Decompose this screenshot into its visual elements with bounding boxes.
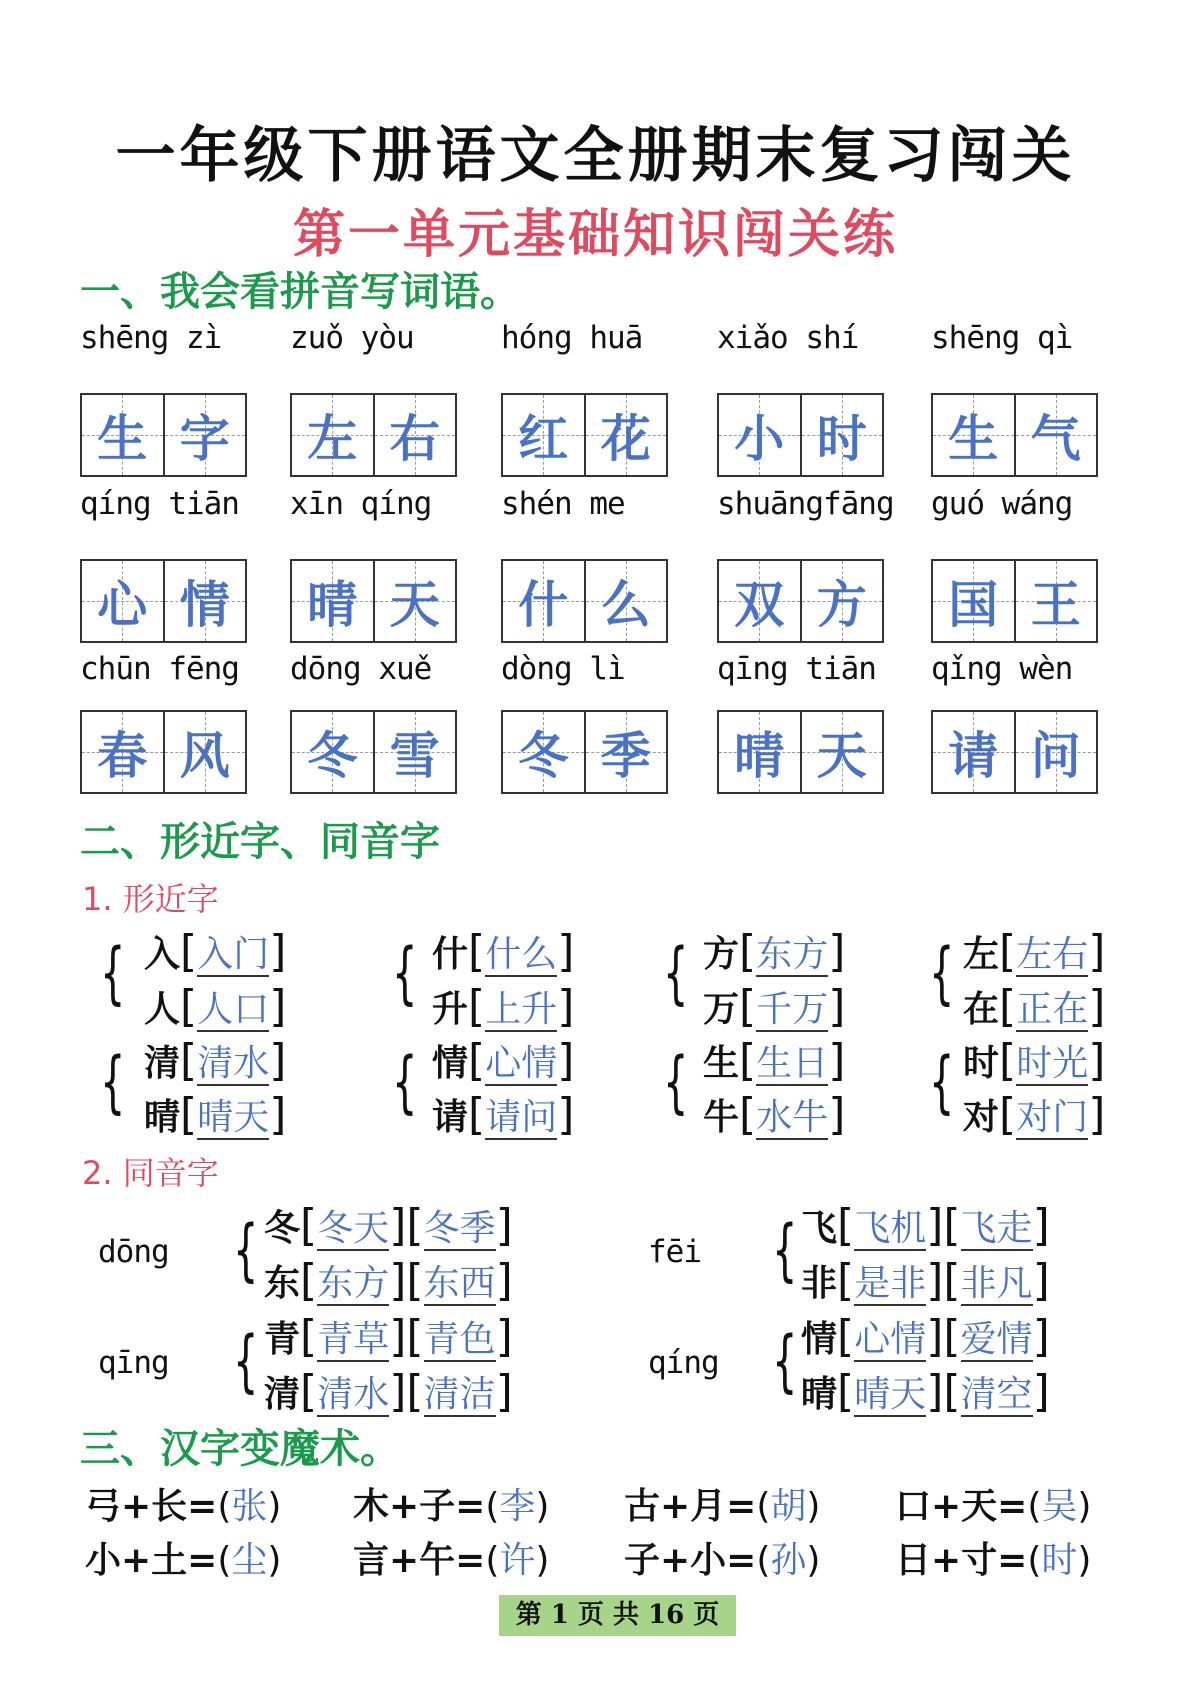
paren: ( xyxy=(756,1540,771,1581)
similar-char-line xyxy=(703,1089,845,1140)
answer-word: 冬天 xyxy=(317,1208,390,1249)
paren: ( xyxy=(485,1486,500,1527)
answer-char: 时 xyxy=(1041,1540,1078,1581)
bracket: [ xyxy=(180,926,198,977)
page-number-footer: 第 1 页 共 16 页 xyxy=(499,1595,736,1636)
similar-char-line xyxy=(432,1035,574,1086)
bracket: ] xyxy=(926,1366,944,1417)
answer-word: 正在 xyxy=(1016,989,1089,1030)
brace-icon: { xyxy=(929,1043,955,1123)
tianzige-box xyxy=(80,393,247,477)
expression: 日+寸= xyxy=(895,1540,1028,1581)
base-char: 升 xyxy=(432,989,469,1030)
bracket: ] xyxy=(557,981,575,1032)
homophone-pinyin: dōng xyxy=(98,1234,169,1270)
paren: ) xyxy=(1077,1540,1092,1581)
base-char: 情 xyxy=(801,1319,838,1360)
pinyin-label: dòng lì xyxy=(501,651,625,687)
bracket: [ xyxy=(999,981,1017,1032)
bracket: ] xyxy=(828,1089,846,1140)
section3-heading: 三、汉字变魔术。 xyxy=(80,1426,400,1472)
answer-char: 天 xyxy=(816,727,867,785)
similar-char-line xyxy=(963,1089,1105,1140)
tianzige-cell xyxy=(719,712,800,792)
base-char: 青 xyxy=(264,1319,301,1360)
pinyin-label: shēng zì xyxy=(80,320,222,356)
pinyin-label: xiǎo shí xyxy=(717,320,859,356)
tianzige-box xyxy=(931,710,1098,794)
brace-icon: { xyxy=(663,1043,689,1123)
tianzige-cell xyxy=(163,561,246,641)
similar-char-line xyxy=(144,926,286,977)
bracket: [ xyxy=(739,1035,757,1086)
answer-char: 晴 xyxy=(307,576,358,634)
answer-char: 许 xyxy=(499,1540,536,1581)
similar-char-line xyxy=(703,981,845,1032)
base-char: 在 xyxy=(963,989,1000,1030)
answer-char: 双 xyxy=(734,576,785,634)
bracket: ] xyxy=(557,926,575,977)
pinyin-label: shēng qì xyxy=(931,320,1073,356)
char-magic-item xyxy=(624,1532,820,1583)
tianzige-cell xyxy=(933,395,1014,475)
bracket: ] xyxy=(1088,926,1106,977)
tianzige-cell xyxy=(933,561,1014,641)
pinyin-label: qīng tiān xyxy=(717,651,876,687)
similar-char-line xyxy=(963,981,1105,1032)
pinyin-label: xīn qíng xyxy=(290,486,432,522)
similar-char-line xyxy=(703,926,845,977)
bracket: ] xyxy=(1088,981,1106,1032)
bracket: ] xyxy=(495,1200,513,1251)
base-char: 生 xyxy=(703,1043,740,1084)
base-char: 东 xyxy=(264,1263,301,1304)
pinyin-label: qǐng wèn xyxy=(931,651,1073,687)
brace-icon: { xyxy=(929,934,955,1014)
similar-char-line xyxy=(144,1089,286,1140)
expression: 言+午= xyxy=(353,1540,486,1581)
homophone-line xyxy=(801,1311,1050,1362)
answer-char: 花 xyxy=(600,410,651,468)
similar-char-line xyxy=(963,926,1105,977)
paren: ) xyxy=(267,1540,282,1581)
bracket: ] xyxy=(1032,1200,1050,1251)
base-char: 情 xyxy=(432,1043,469,1084)
tianzige-cell xyxy=(503,561,584,641)
pinyin-label: dōng xuě xyxy=(290,651,432,687)
answer-word: 人口 xyxy=(197,989,270,1030)
bracket: ] xyxy=(269,1089,287,1140)
bracket: [ xyxy=(739,981,757,1032)
answer-char: 孙 xyxy=(770,1540,807,1581)
bracket: ] xyxy=(495,1366,513,1417)
page-title: 一年级下册语文全册期末复习闯关 xyxy=(115,121,1076,191)
tianzige-box xyxy=(290,393,457,477)
answer-char: 王 xyxy=(1030,576,1081,634)
bracket: [ xyxy=(300,1366,318,1417)
tianzige-box xyxy=(290,710,457,794)
answer-word: 东方 xyxy=(317,1263,390,1304)
paren: ( xyxy=(217,1540,232,1581)
answer-char: 什 xyxy=(518,576,569,634)
brace-icon: { xyxy=(392,1043,418,1123)
base-char: 清 xyxy=(144,1043,181,1084)
bracket: [ xyxy=(943,1255,961,1306)
answer-word: 心情 xyxy=(485,1043,558,1084)
tianzige-cell xyxy=(82,712,163,792)
bracket: [ xyxy=(468,1035,486,1086)
tianzige-cell xyxy=(584,395,667,475)
bracket: [ xyxy=(943,1200,961,1251)
tianzige-cell xyxy=(584,712,667,792)
tianzige-cell xyxy=(584,561,667,641)
answer-char: 吴 xyxy=(1041,1486,1078,1527)
expression: 弓+长= xyxy=(85,1486,218,1527)
base-char: 万 xyxy=(703,989,740,1030)
answer-char: 字 xyxy=(179,410,230,468)
base-char: 晴 xyxy=(144,1097,181,1138)
answer-word: 是非 xyxy=(854,1263,927,1304)
section2-heading: 二、形近字、同音字 xyxy=(80,819,440,865)
pinyin-label: hóng huā xyxy=(501,320,643,356)
similar-chars-label: 1. 形近字 xyxy=(82,880,219,918)
paren: ( xyxy=(485,1540,500,1581)
char-magic-item xyxy=(353,1478,549,1529)
homophone-line xyxy=(801,1200,1050,1251)
bracket: [ xyxy=(943,1366,961,1417)
answer-word: 青色 xyxy=(423,1319,496,1360)
answer-char: 风 xyxy=(179,727,230,785)
paren: ) xyxy=(535,1486,550,1527)
homophone-line xyxy=(264,1200,513,1251)
answer-word: 飞机 xyxy=(854,1208,927,1249)
answer-word: 清洁 xyxy=(423,1374,496,1415)
tianzige-box xyxy=(717,393,884,477)
tianzige-box xyxy=(931,393,1098,477)
answer-word: 上升 xyxy=(485,989,558,1030)
expression: 古+月= xyxy=(624,1486,757,1527)
answer-word: 请问 xyxy=(485,1097,558,1138)
similar-char-line xyxy=(144,981,286,1032)
brace-icon: { xyxy=(392,934,418,1014)
tianzige-cell xyxy=(1014,395,1097,475)
bracket: [ xyxy=(943,1311,961,1362)
answer-char: 天 xyxy=(389,576,440,634)
answer-word: 非凡 xyxy=(960,1263,1033,1304)
bracket: ] xyxy=(1088,1089,1106,1140)
answer-char: 冬 xyxy=(307,727,358,785)
answer-word: 清水 xyxy=(197,1043,270,1084)
answer-char: 小 xyxy=(734,410,785,468)
tianzige-cell xyxy=(82,561,163,641)
tianzige-cell xyxy=(82,395,163,475)
expression: 口+天= xyxy=(895,1486,1028,1527)
paren: ( xyxy=(756,1486,771,1527)
answer-char: 张 xyxy=(231,1486,268,1527)
answer-char: 请 xyxy=(948,727,999,785)
answer-char: 时 xyxy=(816,410,867,468)
answer-char: 雪 xyxy=(389,727,440,785)
section1-heading: 一、我会看拼音写词语。 xyxy=(80,269,520,315)
bracket: ] xyxy=(389,1311,407,1362)
bracket: [ xyxy=(468,926,486,977)
base-char: 入 xyxy=(144,934,181,975)
homophones-label: 2. 同音字 xyxy=(82,1154,219,1192)
bracket: [ xyxy=(468,1089,486,1140)
tianzige-cell xyxy=(800,561,883,641)
tianzige-cell xyxy=(292,395,373,475)
tianzige-box xyxy=(501,393,668,477)
bracket: [ xyxy=(837,1200,855,1251)
pinyin-label: chūn fēng xyxy=(80,651,239,687)
answer-word: 清水 xyxy=(317,1374,390,1415)
base-char: 什 xyxy=(432,934,469,975)
tianzige-box xyxy=(80,559,247,643)
answer-word: 什么 xyxy=(485,934,558,975)
paren: ( xyxy=(1027,1486,1042,1527)
bracket: ] xyxy=(1032,1311,1050,1362)
base-char: 晴 xyxy=(801,1374,838,1415)
brace-icon: { xyxy=(663,934,689,1014)
answer-char: 季 xyxy=(600,727,651,785)
tianzige-cell xyxy=(292,712,373,792)
tianzige-box xyxy=(931,559,1098,643)
homophone-line xyxy=(801,1366,1050,1417)
answer-char: 气 xyxy=(1030,410,1081,468)
homophone-line xyxy=(801,1255,1050,1306)
answer-char: 国 xyxy=(948,576,999,634)
base-char: 请 xyxy=(432,1097,469,1138)
tianzige-box xyxy=(717,710,884,794)
bracket: ] xyxy=(269,981,287,1032)
bracket: ] xyxy=(389,1366,407,1417)
bracket: ] xyxy=(269,926,287,977)
brace-icon: { xyxy=(100,1043,126,1123)
bracket: [ xyxy=(300,1200,318,1251)
bracket: [ xyxy=(300,1255,318,1306)
answer-word: 青草 xyxy=(317,1319,390,1360)
paren: ) xyxy=(806,1540,821,1581)
bracket: [ xyxy=(739,1089,757,1140)
char-magic-item xyxy=(85,1532,281,1583)
answer-word: 对门 xyxy=(1016,1097,1089,1138)
answer-char: 李 xyxy=(499,1486,536,1527)
brace-icon: { xyxy=(100,934,126,1014)
base-char: 非 xyxy=(801,1263,838,1304)
homophone-line xyxy=(264,1311,513,1362)
bracket: [ xyxy=(180,1035,198,1086)
tianzige-cell xyxy=(800,395,883,475)
bracket: ] xyxy=(828,1035,846,1086)
expression: 木+子= xyxy=(353,1486,486,1527)
answer-word: 飞走 xyxy=(960,1208,1033,1249)
expression: 小+土= xyxy=(85,1540,218,1581)
answer-char: 方 xyxy=(816,576,867,634)
base-char: 对 xyxy=(963,1097,1000,1138)
answer-char: 春 xyxy=(97,727,148,785)
tianzige-cell xyxy=(1014,561,1097,641)
answer-word: 东西 xyxy=(423,1263,496,1304)
answer-char: 情 xyxy=(179,576,230,634)
answer-char: 生 xyxy=(97,410,148,468)
bracket: [ xyxy=(180,981,198,1032)
paren: ) xyxy=(806,1486,821,1527)
answer-char: 红 xyxy=(518,410,569,468)
answer-word: 晴天 xyxy=(854,1374,927,1415)
bracket: [ xyxy=(999,1035,1017,1086)
answer-word: 清空 xyxy=(960,1374,1033,1415)
bracket: [ xyxy=(837,1366,855,1417)
paren: ) xyxy=(267,1486,282,1527)
paren: ( xyxy=(217,1486,232,1527)
answer-word: 水牛 xyxy=(756,1097,829,1138)
char-magic-item xyxy=(895,1532,1091,1583)
similar-char-line xyxy=(432,1089,574,1140)
base-char: 人 xyxy=(144,989,181,1030)
bracket: ] xyxy=(926,1200,944,1251)
base-char: 方 xyxy=(703,934,740,975)
answer-word: 千万 xyxy=(756,989,829,1030)
tianzige-box xyxy=(717,559,884,643)
bracket: [ xyxy=(837,1311,855,1362)
bracket: ] xyxy=(495,1255,513,1306)
similar-char-line xyxy=(432,926,574,977)
answer-char: 尘 xyxy=(231,1540,268,1581)
tianzige-cell xyxy=(503,712,584,792)
tianzige-cell xyxy=(163,712,246,792)
answer-char: 胡 xyxy=(770,1486,807,1527)
similar-char-line xyxy=(144,1035,286,1086)
tianzige-cell xyxy=(503,395,584,475)
base-char: 飞 xyxy=(801,1208,838,1249)
tianzige-cell xyxy=(373,561,456,641)
answer-char: 生 xyxy=(948,410,999,468)
bracket: ] xyxy=(828,981,846,1032)
tianzige-cell xyxy=(373,712,456,792)
paren: ) xyxy=(535,1540,550,1581)
paren: ) xyxy=(1077,1486,1092,1527)
answer-char: 晴 xyxy=(734,727,785,785)
bracket: [ xyxy=(999,1089,1017,1140)
homophone-pinyin: fēi xyxy=(648,1234,701,1270)
tianzige-cell xyxy=(719,395,800,475)
answer-word: 爱情 xyxy=(960,1319,1033,1360)
homophone-line xyxy=(264,1366,513,1417)
bracket: ] xyxy=(495,1311,513,1362)
tianzige-cell xyxy=(1014,712,1097,792)
similar-char-line xyxy=(703,1035,845,1086)
base-char: 清 xyxy=(264,1374,301,1415)
tianzige-cell xyxy=(292,561,373,641)
bracket: [ xyxy=(406,1200,424,1251)
answer-char: 么 xyxy=(600,576,651,634)
bracket: ] xyxy=(1032,1366,1050,1417)
homophone-pinyin: qīng xyxy=(98,1345,169,1381)
tianzige-cell xyxy=(719,561,800,641)
pinyin-label: shén me xyxy=(501,486,625,522)
bracket: ] xyxy=(1032,1255,1050,1306)
answer-char: 左 xyxy=(307,410,358,468)
pinyin-label: guó wáng xyxy=(931,486,1073,522)
answer-char: 冬 xyxy=(518,727,569,785)
expression: 子+小= xyxy=(624,1540,757,1581)
similar-char-line xyxy=(432,981,574,1032)
bracket: [ xyxy=(300,1311,318,1362)
bracket: ] xyxy=(557,1089,575,1140)
base-char: 冬 xyxy=(264,1208,301,1249)
tianzige-cell xyxy=(800,712,883,792)
bracket: [ xyxy=(837,1255,855,1306)
char-magic-item xyxy=(85,1478,281,1529)
bracket: ] xyxy=(1088,1035,1106,1086)
char-magic-item xyxy=(353,1532,549,1583)
answer-word: 时光 xyxy=(1016,1043,1089,1084)
tianzige-cell xyxy=(933,712,1014,792)
paren: ( xyxy=(1027,1540,1042,1581)
bracket: [ xyxy=(999,926,1017,977)
pinyin-label: zuǒ yòu xyxy=(290,320,414,356)
tianzige-cell xyxy=(163,395,246,475)
bracket: [ xyxy=(406,1311,424,1362)
bracket: ] xyxy=(269,1035,287,1086)
answer-word: 心情 xyxy=(854,1319,927,1360)
char-magic-item xyxy=(895,1478,1091,1529)
answer-char: 心 xyxy=(97,576,148,634)
base-char: 牛 xyxy=(703,1097,740,1138)
bracket: ] xyxy=(557,1035,575,1086)
bracket: [ xyxy=(180,1089,198,1140)
pinyin-label: shuāngfāng xyxy=(717,486,894,522)
tianzige-box xyxy=(80,710,247,794)
answer-word: 生日 xyxy=(756,1043,829,1084)
bracket: ] xyxy=(389,1255,407,1306)
homophone-line xyxy=(264,1255,513,1306)
bracket: [ xyxy=(406,1255,424,1306)
brace-icon: { xyxy=(233,1211,259,1291)
answer-word: 冬季 xyxy=(423,1208,496,1249)
similar-char-line xyxy=(963,1035,1105,1086)
bracket: [ xyxy=(468,981,486,1032)
answer-word: 晴天 xyxy=(197,1097,270,1138)
bracket: ] xyxy=(828,926,846,977)
answer-char: 右 xyxy=(389,410,440,468)
bracket: [ xyxy=(739,926,757,977)
brace-icon: { xyxy=(772,1211,798,1291)
tianzige-box xyxy=(290,559,457,643)
bracket: ] xyxy=(926,1255,944,1306)
base-char: 左 xyxy=(963,934,1000,975)
homophone-pinyin: qíng xyxy=(648,1345,719,1381)
bracket: ] xyxy=(926,1311,944,1362)
unit-subtitle: 第一单元基础知识闯关练 xyxy=(292,205,898,265)
answer-word: 左右 xyxy=(1016,934,1089,975)
tianzige-box xyxy=(501,559,668,643)
brace-icon: { xyxy=(233,1322,259,1402)
bracket: ] xyxy=(389,1200,407,1251)
brace-icon: { xyxy=(772,1322,798,1402)
answer-word: 入门 xyxy=(197,934,270,975)
bracket: [ xyxy=(406,1366,424,1417)
char-magic-item xyxy=(624,1478,820,1529)
tianzige-box xyxy=(501,710,668,794)
tianzige-cell xyxy=(373,395,456,475)
pinyin-label: qíng tiān xyxy=(80,486,239,522)
answer-word: 东方 xyxy=(756,934,829,975)
base-char: 时 xyxy=(963,1043,1000,1084)
answer-char: 问 xyxy=(1030,727,1081,785)
